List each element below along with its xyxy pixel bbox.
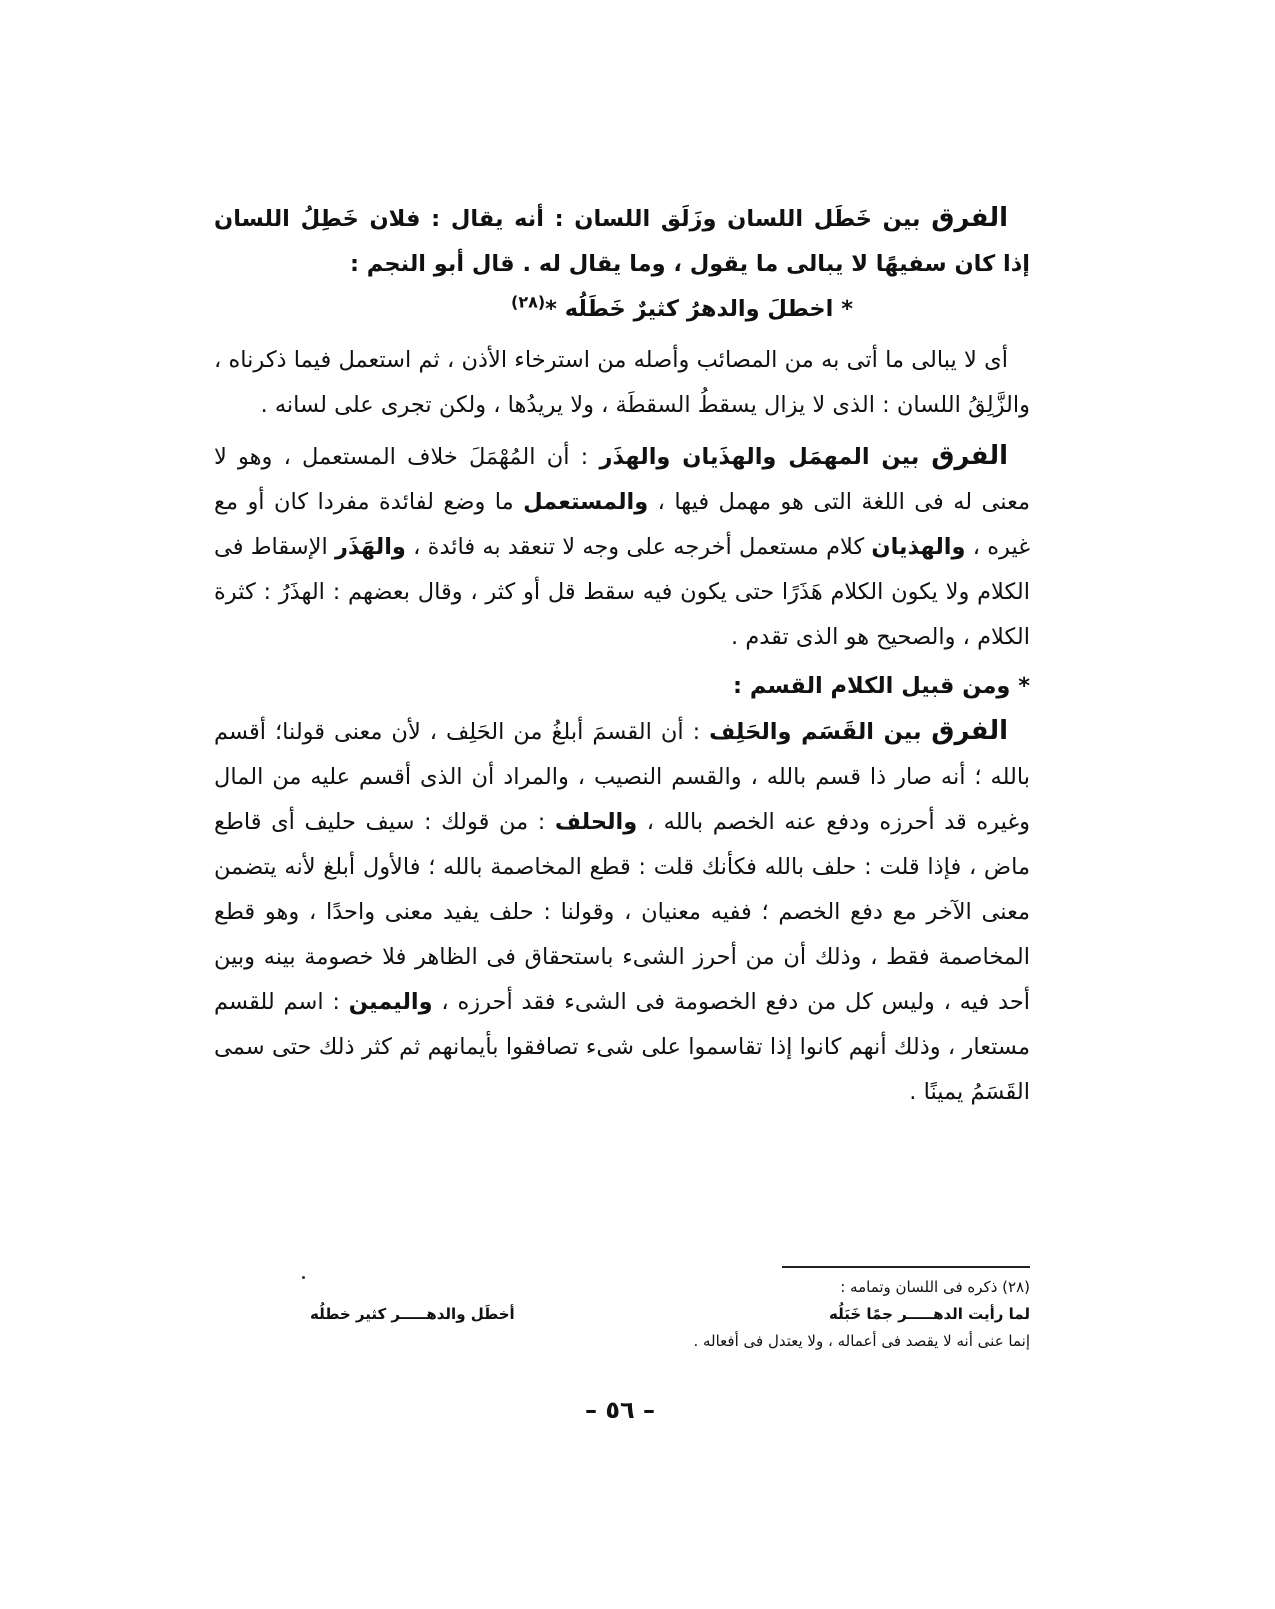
bold-lead: بين القَسَم والحَلِف bbox=[709, 719, 932, 745]
subheading: * ومن قبيل الكلام القسم : bbox=[733, 673, 1030, 699]
bold-term: والمستعمل bbox=[523, 489, 649, 515]
keyword-farq: الفرق bbox=[931, 203, 1008, 233]
bold-lead: بين المهمَل والهذَيان والهذَر bbox=[599, 444, 932, 470]
hemistich-second: أخطَل والدهـــــر كثير خطلُه bbox=[310, 1305, 515, 1323]
footnote-line: إنما عنى أنه لا يقصد فى أعماله ، ولا يعتدل فى أفعاله . bbox=[693, 1332, 1030, 1350]
verse-line bbox=[214, 287, 1030, 332]
paragraph-text: : أن المُهْمَلَ خلاف المستعمل ، وهو لا معنى له فى اللغة التى هو مهمل فيها ، bbox=[214, 444, 1030, 515]
footnotes bbox=[214, 1274, 1030, 1355]
paragraph-text: : اسم للقسم مستعار ، وذلك أنهم كانوا إذا تقاسموا على شىء تصافقوا بأيمانهم ثم كثر ذلك حتى سمى القَسَمُ يمينًا . bbox=[214, 989, 1030, 1105]
paragraph-text: بين خَطَل اللسان وزَلَق اللسان : أنه يقال : فلان خَطِلُ اللسان إذا كان سفيهًا لا يبالى ما يقول ، وما يقال له . قال أبو النجم : bbox=[214, 206, 1030, 277]
paragraph-text: ما وضع لفائدة مفردا كان أو مع غيره ، bbox=[214, 489, 1031, 560]
footnote-line: (٢٨) ذكره فى اللسان وتمامه : bbox=[840, 1278, 1030, 1296]
keyword-farq: الفرق bbox=[931, 441, 1008, 471]
page-number: – ٥٦ – bbox=[584, 1396, 655, 1424]
paragraph-khatal bbox=[214, 196, 1030, 287]
paragraph-text: الإسقاط فى الكلام ولا يكون الكلام هَذَرًا حتى يكون فيه سقط قل أو كثر ، وقال بعضهم : الهذَرُ : كثرة الكلام ، والصحيح هو الذى تقدم . bbox=[214, 534, 1030, 650]
paragraph-text: : أن القسمَ أبلغُ من الحَلِف ، لأن معنى قولنا؛ أقسم بالله ؛ أنه صار ذا قسم بالله ، والقسم النصيب ، والمراد أن الذى أقسم عليه من المال وغيره قد أحرزه ودفع عنه الخصم بالله ، bbox=[214, 719, 1030, 835]
paragraph-text: : من قولك : سيف حليف أى قاطع ماض ، فإذا قلت : حلف بالله فكأنك قلت : قطع المخاصمة بالله ؛ فالأول أبلغ لأنه يتضمن معنى الآخر مع دفع الخصم ؛ ففيه معنيان ، وقولنا : حلف يفيد معنى واحدًا ، وهو قطع المخاصمة فقط ، وذلك أن من أحرز الشىء باستحقاق فى الظاهر فلا خصومة بينه وبين أحد فيه ، وليس كل من دفع الخصومة فى الشىء فقد أحرزه ، bbox=[214, 809, 1030, 1015]
keyword-farq: الفرق bbox=[931, 716, 1009, 746]
footnote-reference: (٢٨) bbox=[511, 292, 546, 312]
paragraph-text: كلام مستعمل أخرجه على وجه لا تنعقد به فائدة ، bbox=[405, 534, 872, 560]
bold-term: والهذيان bbox=[871, 534, 966, 560]
paragraph-qasam bbox=[214, 709, 1030, 1115]
verse-text: * اخطلَ والدهرُ كثيرٌ خَطَلُه * bbox=[545, 296, 853, 322]
bold-term: والحلف bbox=[554, 809, 638, 835]
bold-term: واليمين bbox=[348, 989, 433, 1015]
main-text bbox=[214, 196, 1030, 1115]
paragraph-explanation: أى لا يبالى ما أتى به من المصائب وأصله من استرخاء الأذن ، ثم استعمل فيما ذكرناه ، والزَّلِقُ اللسان : الذى لا يزال يسقطُ السقطَة ، ولا يريدُها ، ولكن تجرى على لسانه . bbox=[214, 347, 1030, 418]
bold-term: والهَذَر bbox=[334, 534, 406, 560]
footnote-divider bbox=[782, 1266, 1030, 1268]
footnote-poem bbox=[214, 1301, 1030, 1328]
hemistich-first: لما رأيت الدهـــــر جمًا خَبَلُه bbox=[829, 1305, 1030, 1323]
paragraph-muhmal bbox=[214, 434, 1030, 660]
